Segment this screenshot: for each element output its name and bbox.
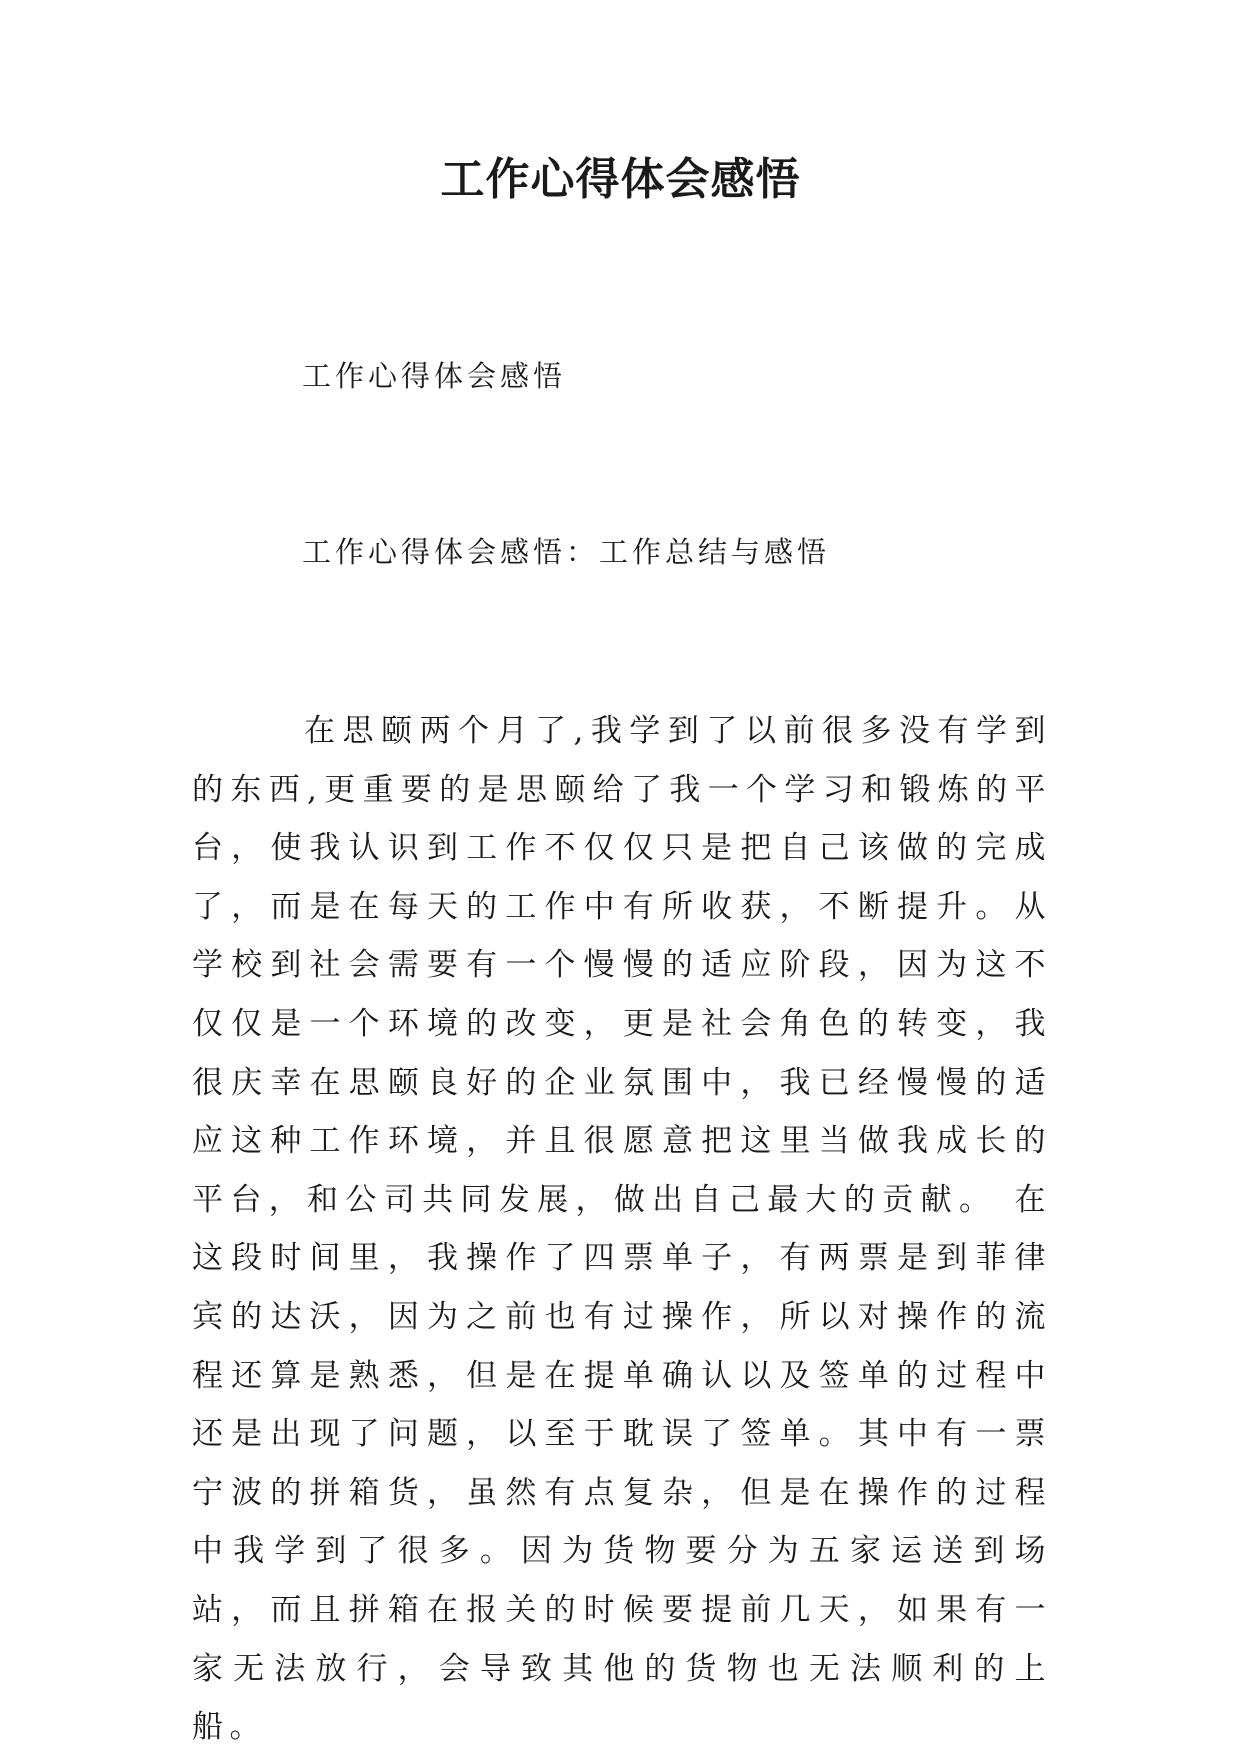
document-subtitle: 工作心得体会感悟 xyxy=(302,359,567,393)
document-title: 工作心得体会感悟 xyxy=(440,154,801,205)
body-paragraph: 在思颐两个月了,我学到了以前很多没有学到的东西,更重要的是思颐给了我一个学习和锻炼的平台，使我认识到工作不仅仅只是把自己该做的完成了，而是在每天的工作中有所收获，不断提升。从学校到社会需要有一个慢慢的适应阶段，因为这不仅仅是一个环境的改变，更是社会角色的转变，我很庆幸在思颐良好的企业氛围中，我已经慢慢的适应这种工作环境，并且很愿意把这里当做我成长的平台，和公司共同发展，做出自己最大的贡献。 在这段时间里，我操作了四票单子，有两票是到菲律宾的达沃，因为之前也有过操作，所以对操作的流程还算是熟悉，但是在提单确认以及签单的过程中还是出现了问题，以至于耽误了签单。其中有一票宁波的拼箱货，虽然有点复杂，但是在操作的过程中我学到了很多。因为货物要分为五家运送到场站，而且拼箱在报关的时候要提前几天，如果有一家无法放行，会导致其他的货物也无法顺利的上船。 xyxy=(192,713,1052,1746)
section-heading: 工作心得体会感悟：工作总结与感悟 xyxy=(302,535,831,569)
